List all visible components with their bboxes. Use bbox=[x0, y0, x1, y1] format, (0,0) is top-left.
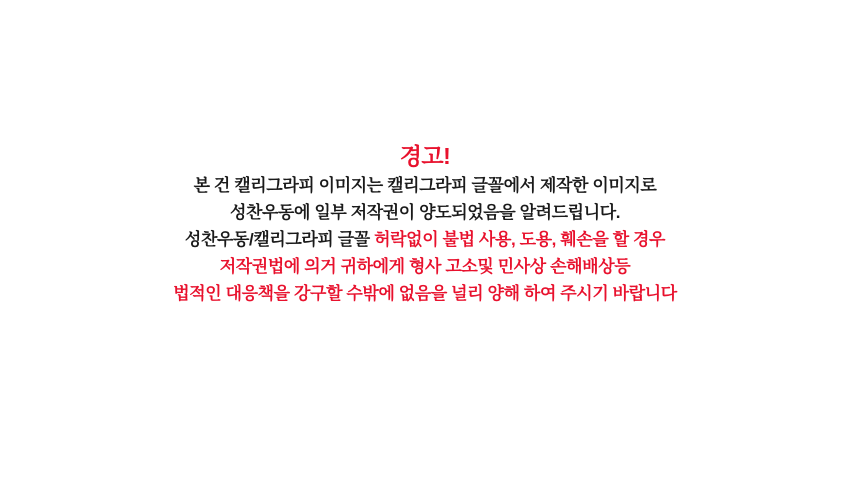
notice-line bbox=[0, 172, 850, 199]
notice-line bbox=[0, 199, 850, 226]
copyright-warning-notice bbox=[0, 140, 850, 307]
notice-line bbox=[0, 253, 850, 280]
notice-line bbox=[0, 280, 850, 307]
notice-body bbox=[0, 172, 850, 307]
notice-text-segment: 성찬우동에 일부 저작권이 양도되었음을 알려드립니다. bbox=[229, 203, 621, 222]
notice-text-segment: 성찬우동/캘리그라피 글꼴 bbox=[184, 230, 375, 249]
notice-text-segment: 본 건 캘리그라피 이미지는 캘리그라피 글꼴에서 제작한 이미지로 bbox=[193, 176, 657, 195]
notice-text-segment: 법적인 대응책을 강구할 수밖에 없음을 널리 양해 하여 주시기 바랍니다 bbox=[173, 284, 677, 303]
notice-text-segment: 저작권법에 의거 귀하에게 형사 고소및 민사상 손해배상등 bbox=[219, 257, 631, 276]
notice-line bbox=[0, 226, 850, 253]
notice-title: 경고! bbox=[399, 143, 451, 169]
notice-text-segment: 허락없이 불법 사용, 도용, 훼손을 할 경우 bbox=[374, 230, 666, 249]
